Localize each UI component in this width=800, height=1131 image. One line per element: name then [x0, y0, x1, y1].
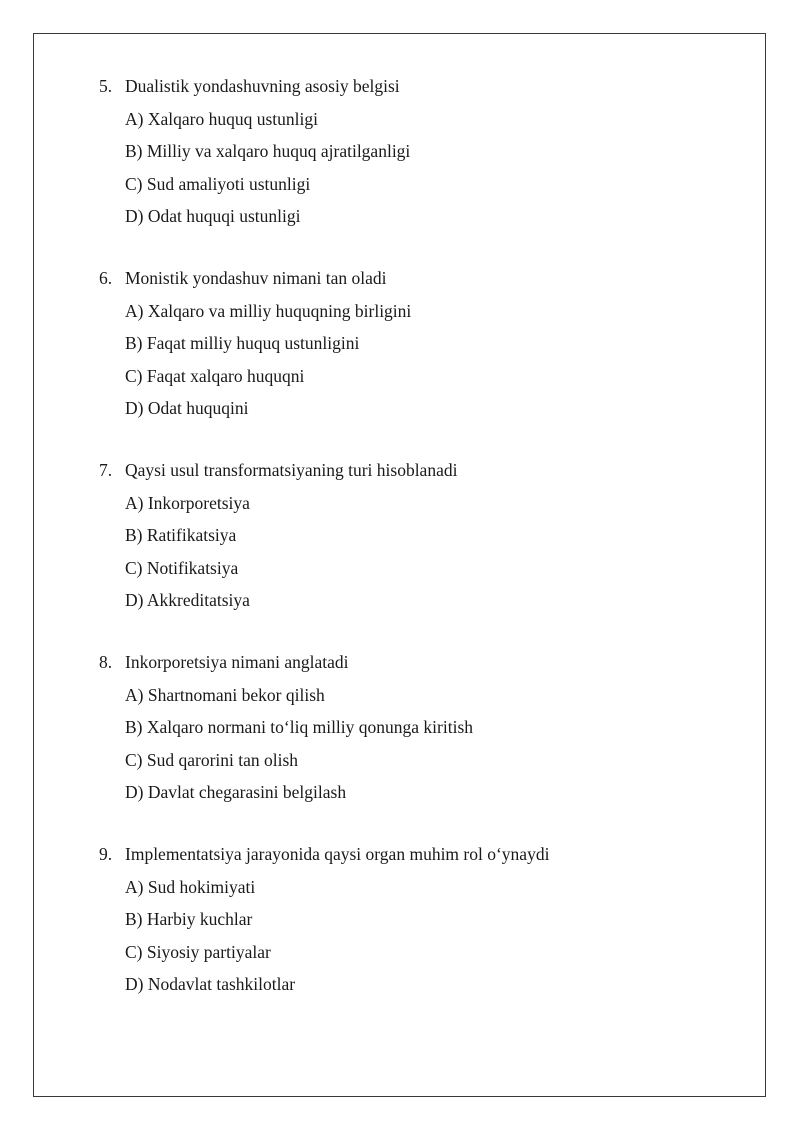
option-a: A) Shartnomani bekor qilish	[125, 684, 325, 705]
option-c: C) Notifikatsiya	[125, 557, 239, 578]
option-b: B) Milliy va xalqaro huquq ajratilganligi	[125, 141, 411, 161]
question-text: Monistik yondashuv nimani tan oladi	[125, 268, 387, 288]
answer-options	[125, 491, 719, 613]
question-text: Implementatsiya jarayonida qaysi organ muhim rol o‘ynaydi	[125, 844, 550, 864]
answer-options	[125, 107, 719, 229]
option-a: A) Xalqaro huquq ustunligi	[125, 108, 318, 129]
answer-options	[125, 875, 719, 997]
option-c: C) Sud qarorini tan olish	[125, 749, 299, 770]
option-d: D) Davlat chegarasini belgilash	[125, 782, 347, 802]
question-stem	[99, 650, 719, 674]
option-a: A) Inkorporetsiya	[125, 492, 250, 513]
option-d: D) Akkreditatsiya	[125, 590, 250, 610]
option-a: A) Sud hokimiyati	[125, 876, 256, 897]
option-b: B) Harbiy kuchlar	[125, 909, 253, 929]
question-stem	[99, 458, 719, 482]
question-list	[99, 74, 719, 1034]
question-text: Inkorporetsiya nimani anglatadi	[125, 652, 349, 672]
question-8	[99, 650, 719, 804]
option-c: C) Faqat xalqaro huquqni	[125, 365, 305, 386]
question-number: 9.	[99, 844, 113, 864]
option-b: B) Xalqaro normani to‘liq milliy qonunga kiritish	[125, 717, 474, 737]
question-number: 7.	[99, 460, 113, 480]
question-number: 6.	[99, 268, 113, 288]
question-7	[99, 458, 719, 612]
option-d: D) Odat huquqi ustunligi	[125, 206, 301, 226]
option-c: C) Siyosiy partiyalar	[125, 941, 271, 962]
question-number: 8.	[99, 652, 113, 672]
option-d: D) Odat huquqini	[125, 398, 249, 418]
option-b: B) Ratifikatsiya	[125, 525, 237, 545]
question-9	[99, 842, 719, 996]
question-text: Dualistik yondashuvning asosiy belgisi	[125, 76, 400, 96]
option-c: C) Sud amaliyoti ustunligi	[125, 173, 311, 194]
answer-options	[125, 683, 719, 805]
question-text: Qaysi usul transformatsiyaning turi hisoblanadi	[125, 460, 458, 480]
answer-options	[125, 299, 719, 421]
question-number: 5.	[99, 76, 113, 96]
option-b: B) Faqat milliy huquq ustunligini	[125, 333, 360, 353]
question-stem	[99, 842, 719, 866]
question-6	[99, 266, 719, 420]
question-stem	[99, 266, 719, 290]
question-stem	[99, 74, 719, 98]
option-d: D) Nodavlat tashkilotlar	[125, 974, 296, 994]
option-a: A) Xalqaro va milliy huquqning birligini	[125, 300, 412, 321]
question-5	[99, 74, 719, 228]
